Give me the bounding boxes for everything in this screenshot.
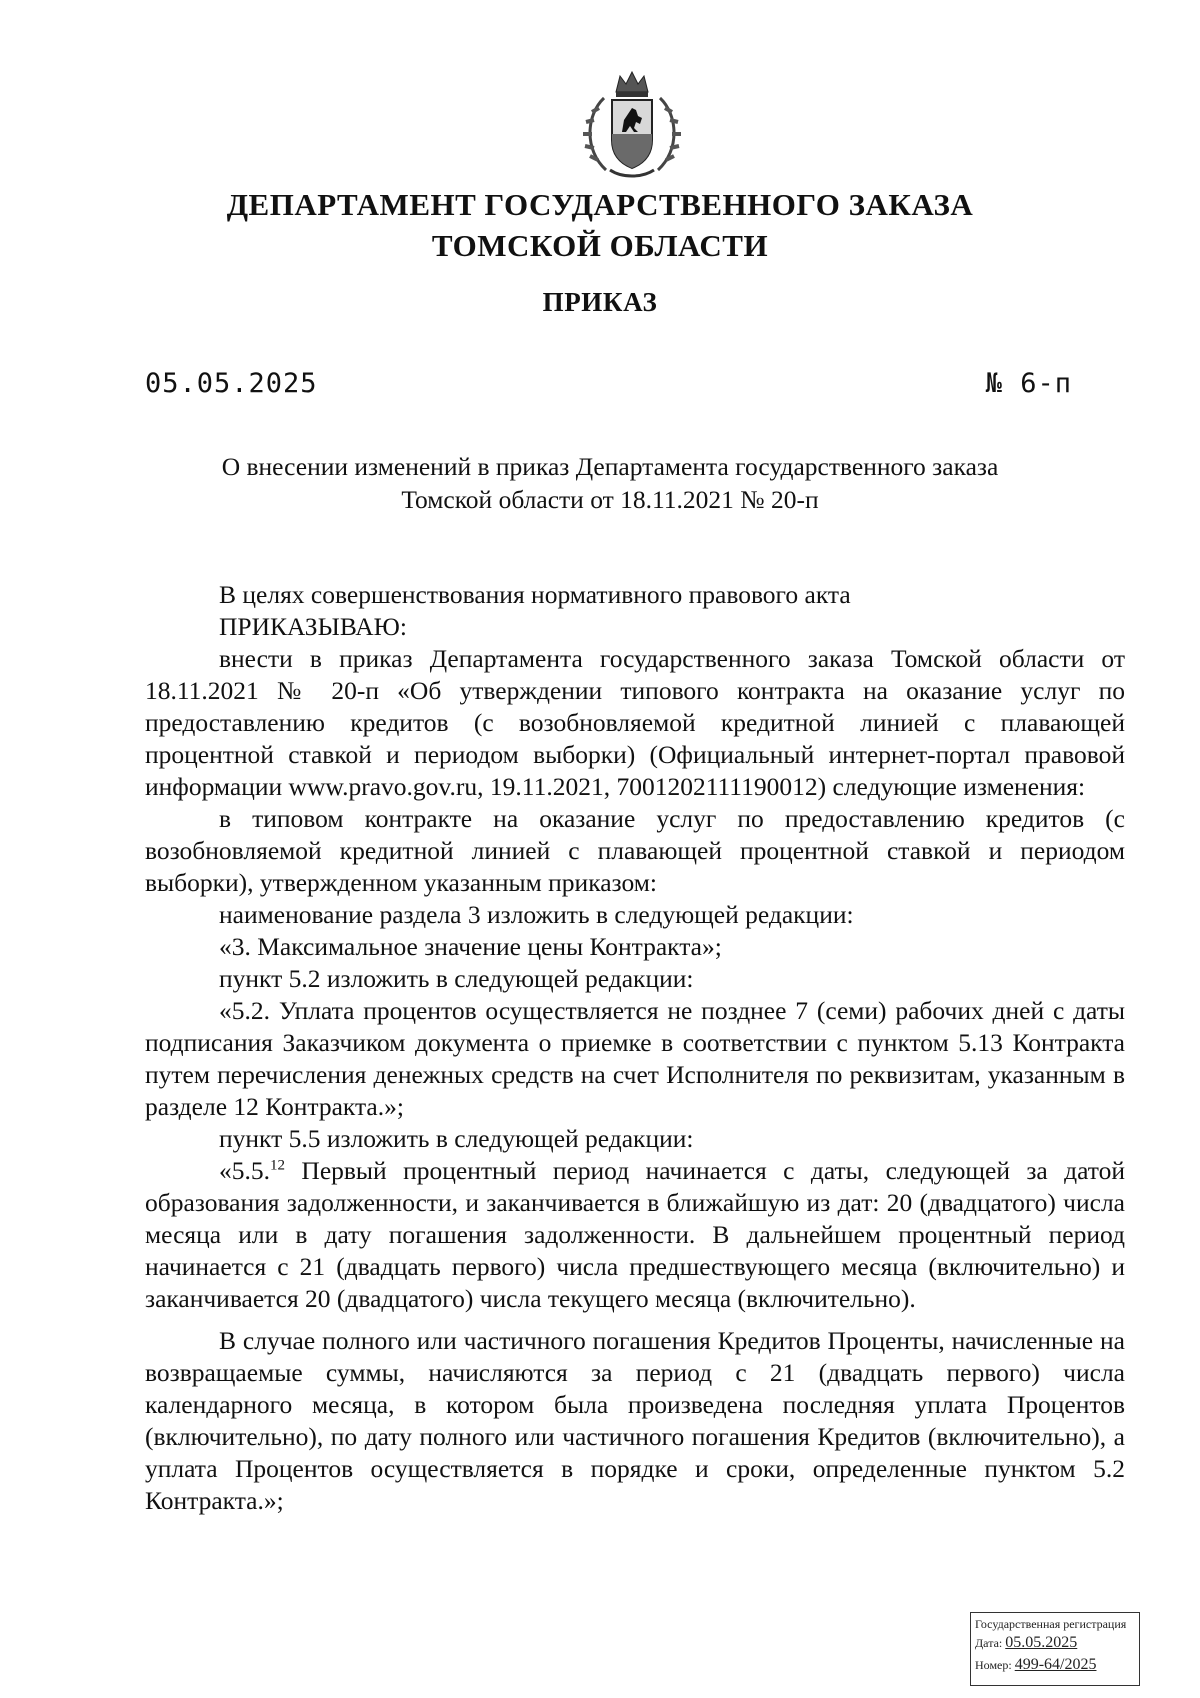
paragraph-purpose: В целях совершенствования нормативного правового акта [219, 580, 851, 609]
document-type: ПРИКАЗ [542, 287, 658, 317]
item55-prefix: «5.5. [219, 1156, 270, 1185]
department-name-line2: ТОМСКОЙ ОБЛАСТИ [431, 228, 769, 263]
footnote-mark: 12 [270, 1157, 285, 1174]
paragraph-order: ПРИКАЗЫВАЮ: [219, 612, 407, 641]
paragraph-amend: внести в приказ Департамента государственного заказа Томской области от 18.11.2021 № 20-п «Об утверждении типового контракта на оказание услуг по предоставлению кредитов (с возобновляемой кредитной линией с плавающей процентной ставкой и периодом выборки) (Официальный интернет-портал правовой информации www.pravo.gov.ru, 19.11.2021, 7001202111190012) следующие изменения: [145, 644, 1125, 801]
paragraph-repayment: В случае полного или частичного погашения Кредитов Проценты, начисленные на возвращаемые суммы, начисляются за период с 21 (двадцать первого) числа календарного месяца, в котором была произведена последняя уплата Процентов (включительно), по дату полного или частичного погашения Кредитов (включительно), а уплата Процентов осуществляется в порядке и сроки, определенные пунктом 5.2 Контракта.»; [145, 1326, 1125, 1515]
registration-number: 499-64/2025 [1014, 1656, 1097, 1673]
document-number: № 6-п [985, 368, 1072, 399]
paragraph-item52: пункт 5.2 изложить в следующей редакции: [219, 964, 694, 993]
coat-of-arms-icon [576, 70, 688, 182]
document-title-line2: Томской области от 18.11.2021 № 20-п [401, 485, 819, 514]
registration-date-label: Дата: [975, 1636, 1003, 1650]
item55-text: Первый процентный период начинается с даты, следующей за датой образования задолженности, и заканчивается в ближайшую из дат: 20 (двадцатого) числа месяца или в дату погашения задолженности. В дальнейшем процентный период начинается с 21 (двадцать первого) числа предшествующего месяца (включительно) и заканчивается 20 (двадцатого) числа текущего месяца (включительно). [145, 1156, 1125, 1313]
registration-number-label: Номер: [975, 1658, 1012, 1672]
department-name-line1: ДЕПАРТАМЕНТ ГОСУДАРСТВЕННОГО ЗАКАЗА [226, 187, 974, 222]
paragraph-item55-text [145, 1155, 1125, 1315]
paragraph-item55: пункт 5.5 изложить в следующей редакции: [219, 1124, 694, 1153]
paragraph-item52-text: «5.2. Уплата процентов осуществляется не позднее 7 (семи) рабочих дней с даты подписания Заказчиком документа о приемке в соответствии с пунктом 5.13 Контракта путем перечисления денежных средств на счет Исполнителя по реквизитам, указанным в разделе 12 Контракта.»; [145, 996, 1125, 1121]
paragraph-section3: наименование раздела 3 изложить в следующей редакции: [219, 900, 854, 929]
document-date: 05.05.2025 [145, 368, 318, 399]
document-title-line1: О внесении изменений в приказ Департамента государственного заказа [221, 452, 999, 481]
paragraph-section3-text: «3. Максимальное значение цены Контракта»; [219, 932, 722, 961]
registration-stamp [970, 1612, 1140, 1686]
registration-date: 05.05.2025 [1005, 1634, 1078, 1651]
paragraph-contract: в типовом контракте на оказание услуг по предоставлению кредитов (с возобновляемой кредитной линией с плавающей процентной ставкой и периодом выборки), утвержденном указанным приказом: [145, 804, 1125, 897]
registration-heading: Государственная регистрация [975, 1617, 1127, 1631]
document-body [145, 579, 1125, 1517]
